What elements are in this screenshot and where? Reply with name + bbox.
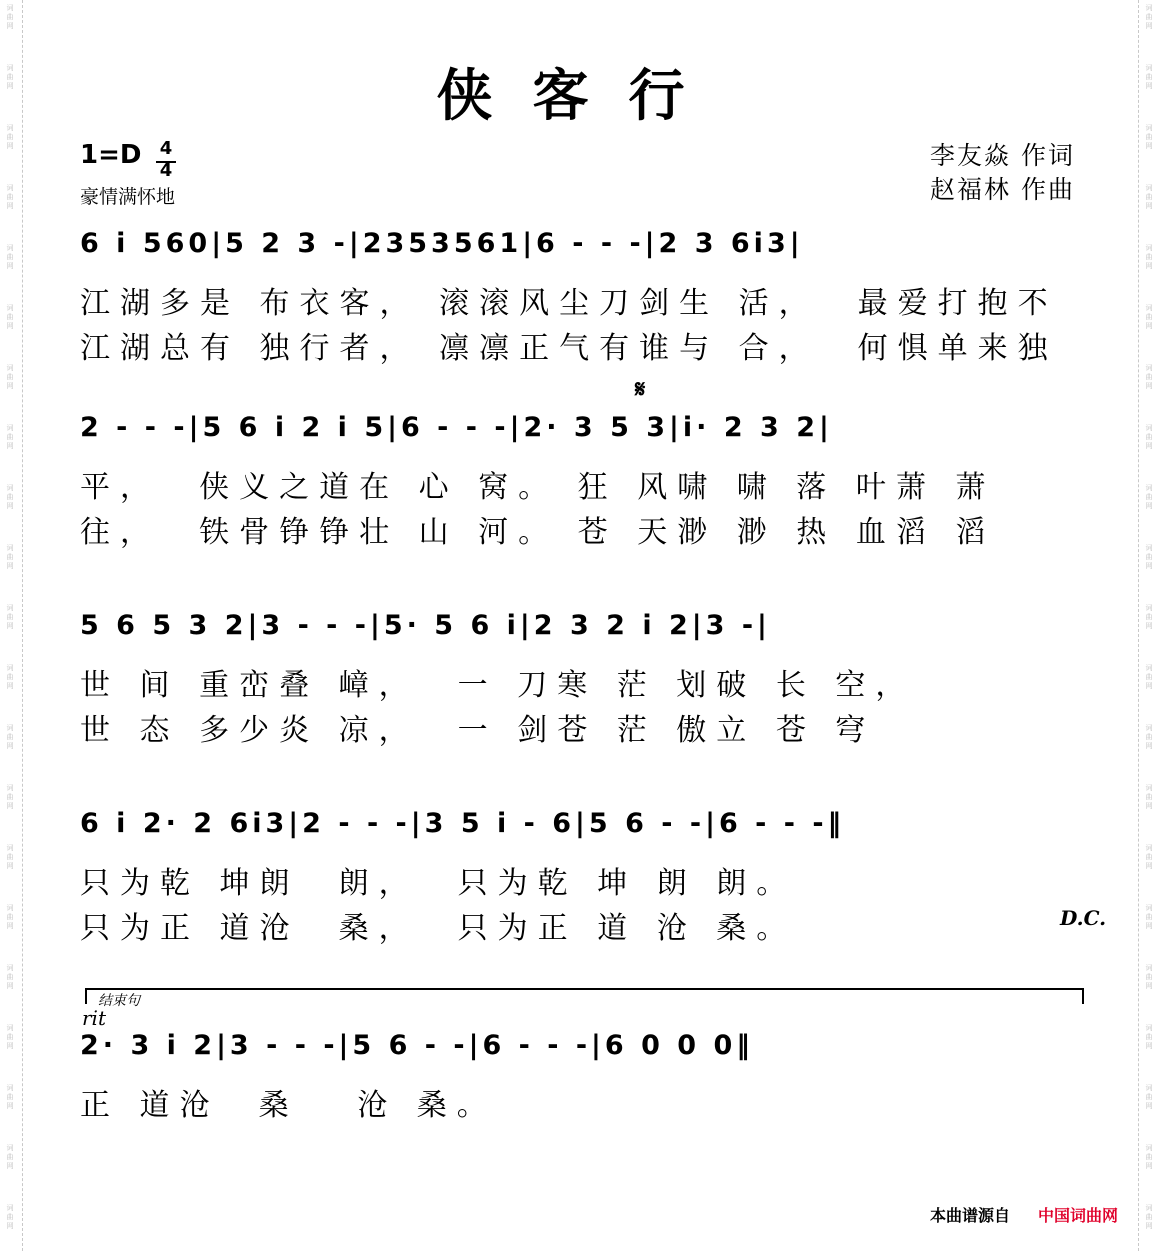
- lyrics-verse-1: 只为乾 坤朗 朗， 只为乾 坤 朗 朗。: [80, 866, 797, 901]
- lyrics-verse-1: 平， 侠义之道在 心 窝。 狂 风啸 啸 落 叶萧 萧: [80, 470, 996, 505]
- watermark-text: 词 曲 网: [1145, 4, 1153, 30]
- watermark-text: 词 曲 网: [6, 1084, 14, 1110]
- watermark-text: 词 曲 网: [6, 184, 14, 210]
- notation-row: 6 i 560|5 2 3 -|2353561|6 - - -|2 3 6i3|: [80, 228, 804, 259]
- score-line-5: [80, 1030, 1090, 1180]
- score-line-4: [80, 808, 1090, 958]
- watermark-text: 词 曲 网: [1145, 64, 1153, 90]
- time-signature-denominator: 4: [159, 160, 173, 181]
- watermark-text: 词 曲 网: [1145, 184, 1153, 210]
- watermark-text: 词 曲 网: [1145, 964, 1153, 990]
- watermark-text: 词 曲 网: [1145, 844, 1153, 870]
- watermark-text: 词 曲 网: [6, 1024, 14, 1050]
- watermark-text: 词 曲 网: [6, 964, 14, 990]
- notation-row: 2 - - -|5 6 i 2 i 5|6 - - -|2· 3 5 3|i· 2 3 2|: [80, 412, 833, 443]
- watermark-text: 词 曲 网: [6, 904, 14, 930]
- da-capo-mark: D.C.: [1060, 906, 1107, 930]
- ritardando-mark: rit: [82, 1006, 106, 1030]
- watermark-text: 词 曲 网: [6, 544, 14, 570]
- score-line-2: [80, 412, 1090, 562]
- right-watermark-strip: [1138, 0, 1161, 1251]
- watermark-text: 词 曲 网: [6, 64, 14, 90]
- notation-row: 2· 3 i 2|3 - - -|5 6 - -|6 - - -|6 0 0 0‖: [80, 1030, 754, 1061]
- lyrics-verse-2: 江湖总有 独行者， 凛凛正气有谁与 合， 何惧单来独: [80, 331, 1058, 366]
- lyrics-verse-2: 只为正 道沧 桑， 只为正 道 沧 桑。: [80, 911, 797, 946]
- watermark-text: 词 曲 网: [1145, 544, 1153, 570]
- watermark-text: 词 曲 网: [1145, 124, 1153, 150]
- watermark-text: 词 曲 网: [1145, 604, 1153, 630]
- footer-brand-link[interactable]: 中国词曲网: [1038, 1206, 1119, 1225]
- watermark-text: 词 曲 网: [1145, 1024, 1153, 1050]
- ending-label: 结束句: [98, 993, 140, 1009]
- watermark-text: 词 曲 网: [1145, 904, 1153, 930]
- watermark-text: 词 曲 网: [6, 4, 14, 30]
- watermark-text: 词 曲 网: [6, 424, 14, 450]
- watermark-text: 词 曲 网: [1145, 784, 1153, 810]
- notation-row: 6 i 2· 2 6i3|2 - - -|3 5 i - 6|5 6 - -|6 - - -‖: [80, 808, 846, 839]
- watermark-text: 词 曲 网: [6, 784, 14, 810]
- composer-credit: 赵福林 作曲: [930, 175, 1075, 204]
- score-line-1: [80, 228, 1090, 378]
- watermark-text: 词 曲 网: [6, 244, 14, 270]
- footer-source-label: 本曲谱源自: [930, 1206, 1011, 1225]
- left-watermark-strip: [0, 0, 23, 1251]
- ending-bracket: [85, 988, 1084, 1004]
- lyricist-credit: 李友焱 作词: [930, 141, 1075, 170]
- watermark-text: 词 曲 网: [6, 1204, 14, 1230]
- watermark-text: 词 曲 网: [1145, 244, 1153, 270]
- watermark-text: 词 曲 网: [6, 124, 14, 150]
- lyrics-verse-2: 往， 铁骨铮铮壮 山 河。 苍 天渺 渺 热 血滔 滔: [80, 515, 996, 550]
- lyrics-verse-1: 正 道沧 桑 沧 桑。: [80, 1088, 497, 1123]
- watermark-text: 词 曲 网: [1145, 424, 1153, 450]
- notation-row: 5 6 5 3 2|3 - - -|5· 5 6 i|2 3 2 i 2|3 -|: [80, 610, 771, 641]
- lyrics-verse-1: 江湖多是 布衣客， 滚滚风尘刀剑生 活， 最爱打抱不: [80, 286, 1058, 321]
- expression-mark: 豪情满怀地: [80, 186, 176, 208]
- watermark-text: 词 曲 网: [1145, 1144, 1153, 1170]
- watermark-text: 词 曲 网: [6, 844, 14, 870]
- song-title: 侠客行: [436, 63, 725, 129]
- watermark-text: 词 曲 网: [6, 1144, 14, 1170]
- watermark-text: 词 曲 网: [1145, 304, 1153, 330]
- watermark-text: 词 曲 网: [6, 304, 14, 330]
- lyrics-verse-2: 世 态 多少炎 凉， 一 剑苍 茫 傲立 苍 穹: [80, 713, 876, 748]
- watermark-text: 词 曲 网: [1145, 364, 1153, 390]
- watermark-text: 词 曲 网: [1145, 1084, 1153, 1110]
- watermark-text: 词 曲 网: [1145, 664, 1153, 690]
- key-signature: 1=D: [80, 140, 142, 170]
- lyrics-verse-1: 世 间 重峦叠 嶂， 一 刀寒 茫 划破 长 空，: [80, 668, 916, 703]
- watermark-text: 词 曲 网: [6, 724, 14, 750]
- watermark-text: 词 曲 网: [6, 604, 14, 630]
- watermark-text: 词 曲 网: [1145, 1204, 1153, 1230]
- watermark-text: 词 曲 网: [6, 664, 14, 690]
- time-signature-numerator: 4: [159, 138, 173, 159]
- watermark-text: 词 曲 网: [6, 364, 14, 390]
- watermark-text: 词 曲 网: [1145, 724, 1153, 750]
- score-line-3: [80, 610, 1090, 760]
- watermark-text: 词 曲 网: [6, 484, 14, 510]
- watermark-text: 词 曲 网: [1145, 484, 1153, 510]
- segno-sign: 𝄋: [635, 375, 646, 403]
